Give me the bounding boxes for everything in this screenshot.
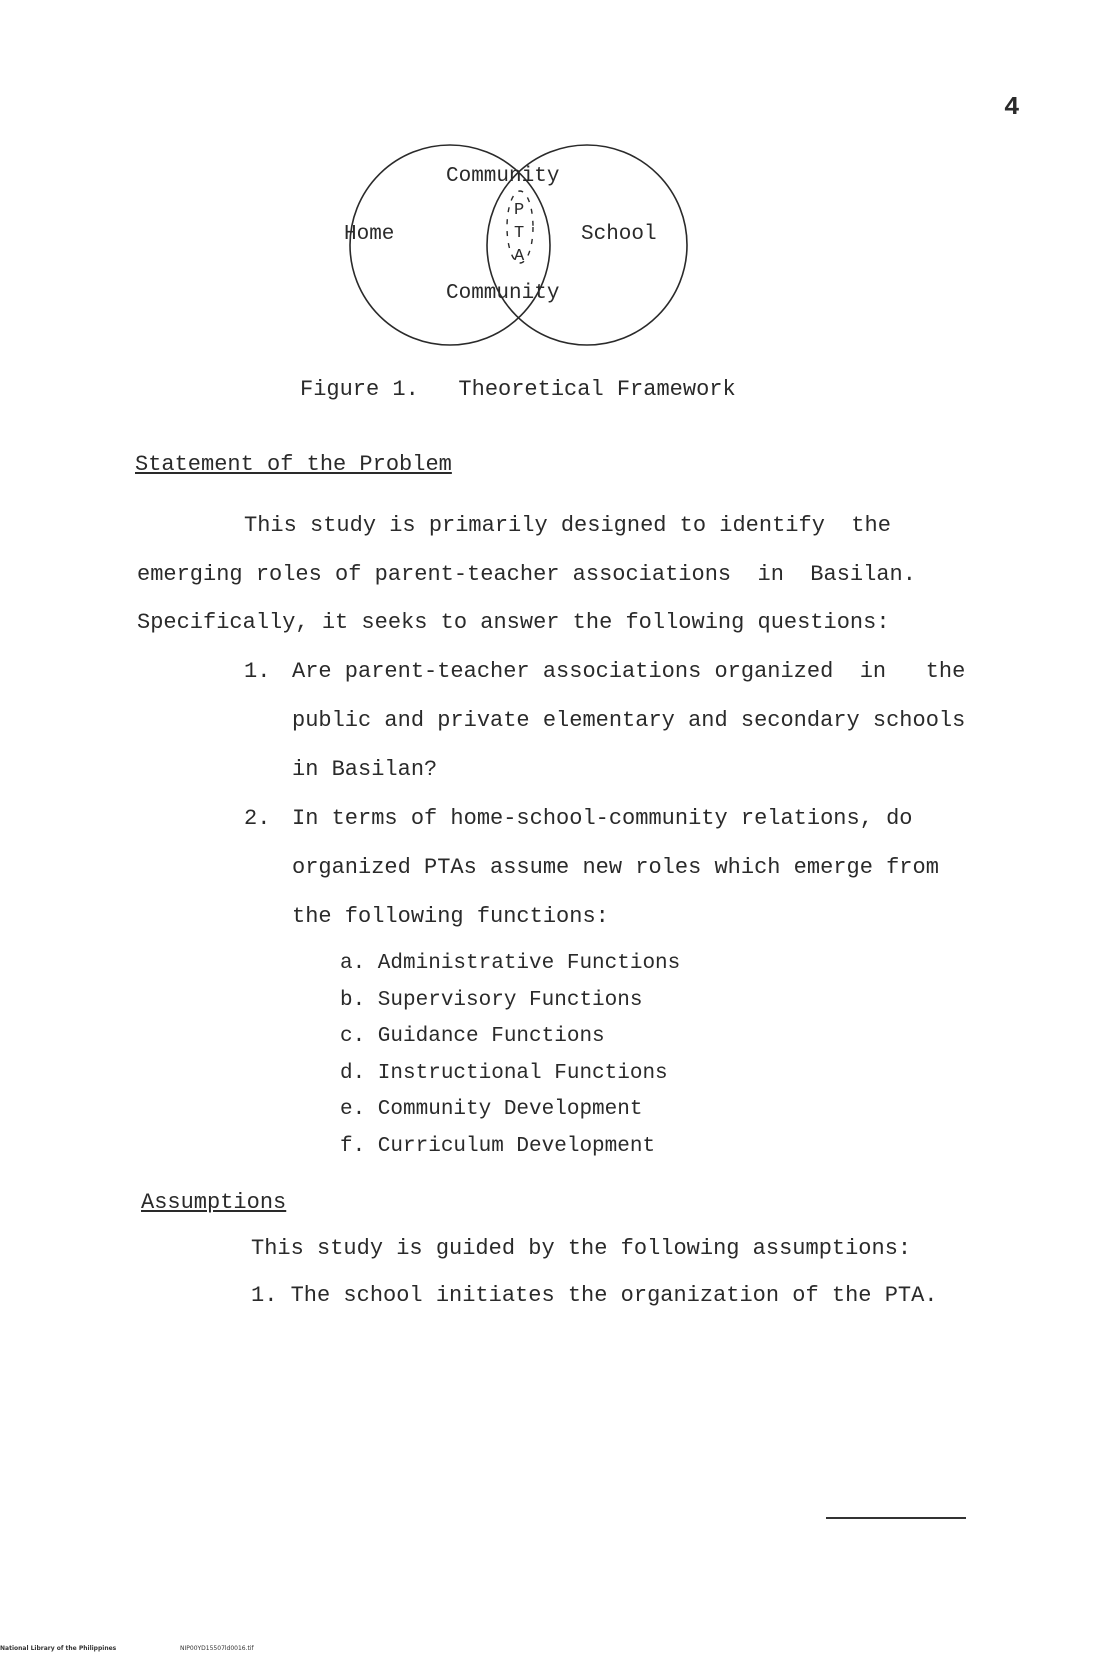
question-1-line-1: Are parent-teacher associations organized in the: [292, 659, 966, 684]
question-1-number: 1.: [244, 659, 271, 684]
venn-diagram: [344, 140, 710, 350]
pta-letter-t: T: [514, 224, 525, 243]
figure-caption: Figure 1. Theoretical Framework: [300, 377, 736, 402]
pta-letter-a: A: [514, 247, 525, 266]
statement-line-3: Specifically, it seeks to answer the following questions:: [137, 610, 890, 635]
label-community-bottom: Community: [446, 282, 560, 305]
venn-diagram-svg: [344, 140, 710, 350]
page-number: 4: [1004, 92, 1020, 122]
function-item: f. Curriculum Development: [340, 1135, 656, 1158]
footer-credit: National Library of the Philippines: [0, 1645, 117, 1652]
function-item: e. Community Development: [340, 1098, 643, 1121]
question-2-number: 2.: [244, 806, 271, 831]
pta-letter-p: P: [514, 201, 525, 220]
statement-line-2: emerging roles of parent-teacher associations in Basilan.: [137, 562, 916, 587]
assumptions-intro: This study is guided by the following assumptions:: [251, 1236, 912, 1261]
footer-filename: NIP00YD15507ld0016.tif: [180, 1645, 254, 1652]
label-school: School: [581, 223, 657, 246]
function-item: c. Guidance Functions: [340, 1025, 605, 1048]
function-item: a. Administrative Functions: [340, 952, 681, 975]
statement-line-1: This study is primarily designed to identify the: [244, 513, 891, 538]
question-2-line-1: In terms of home-school-community relations, do: [292, 806, 913, 831]
label-home: Home: [344, 223, 395, 246]
question-2-line-2: organized PTAs assume new roles which emerge from: [292, 855, 939, 880]
assumption-1: 1. The school initiates the organization of the PTA.: [251, 1283, 938, 1308]
question-1-line-2: public and private elementary and secondary schools: [292, 708, 966, 733]
footer-rule: [826, 1517, 966, 1519]
question-1-line-3: in Basilan?: [292, 757, 438, 782]
function-item: d. Instructional Functions: [340, 1062, 668, 1085]
question-2-line-3: the following functions:: [292, 904, 609, 929]
assumptions-heading: Assumptions: [141, 1190, 287, 1215]
label-community-top: Community: [446, 165, 560, 188]
function-item: b. Supervisory Functions: [340, 989, 643, 1012]
statement-heading: Statement of the Problem: [135, 452, 452, 477]
